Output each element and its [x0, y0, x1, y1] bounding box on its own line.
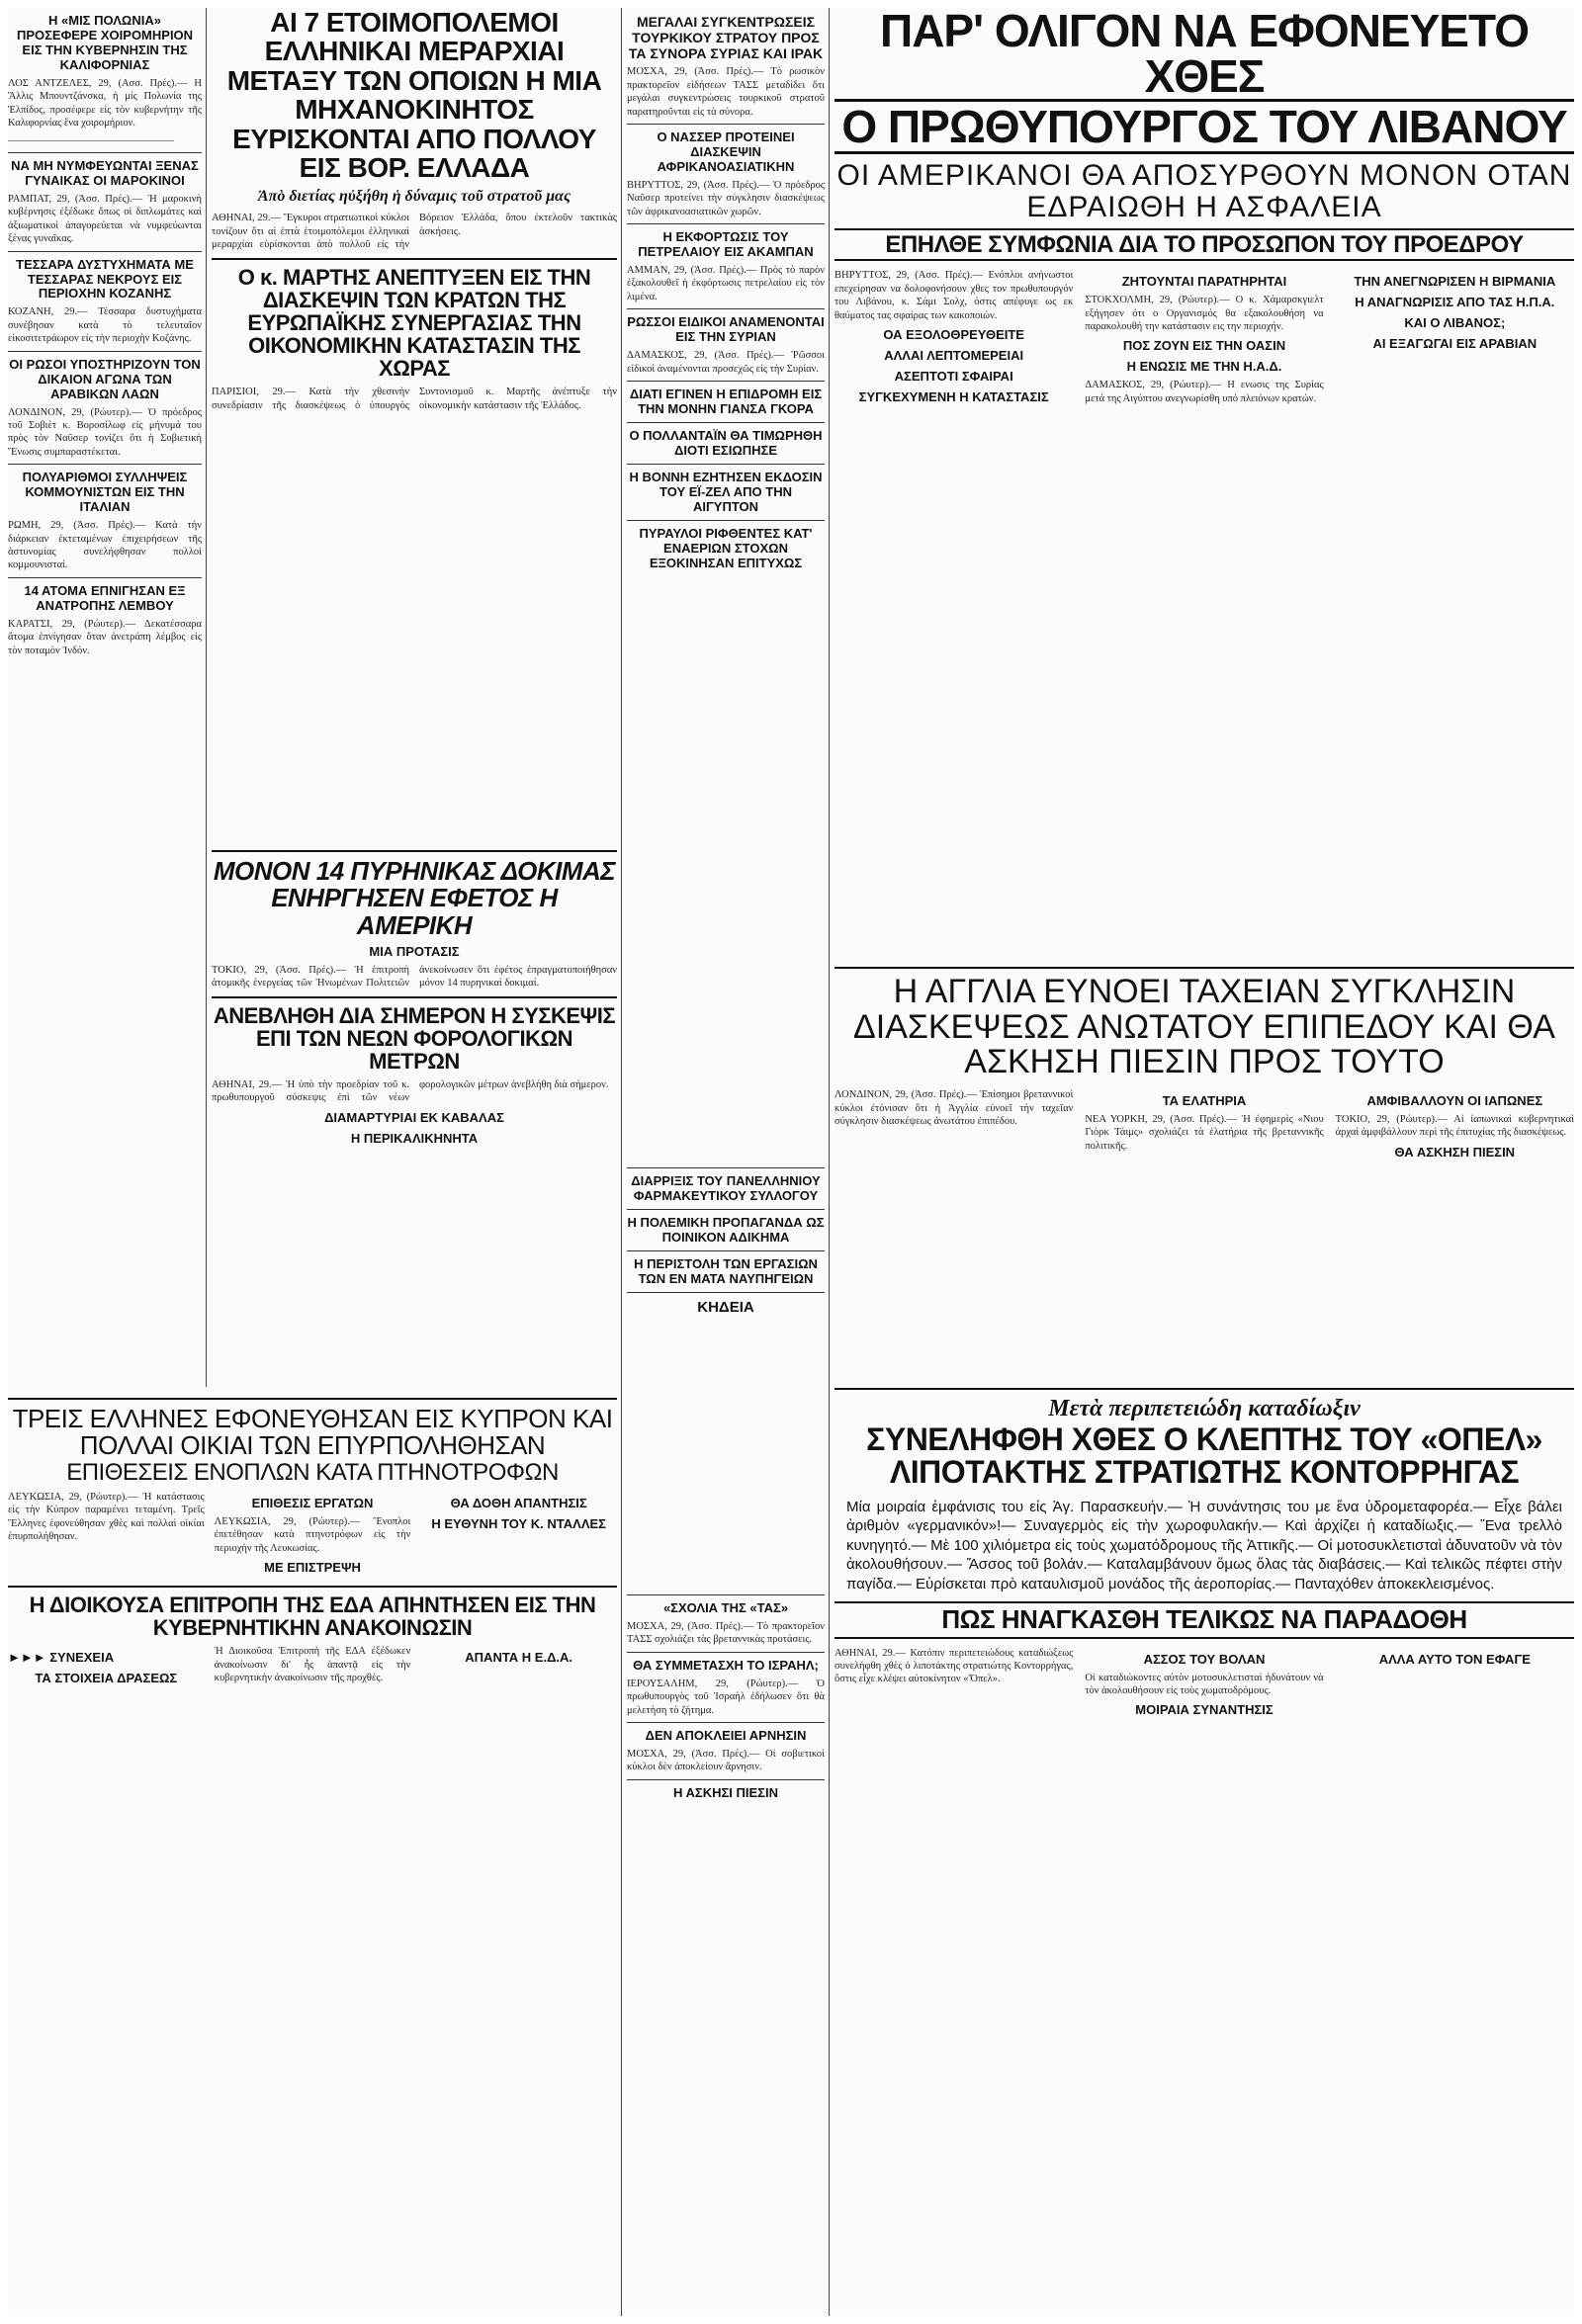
- divider: [627, 520, 825, 521]
- headline-symfonia: ΕΠΗΛΘΕ ΣΥΜΦΩΝΙΑ ΔΙΑ ΤΟ ΠΡΟΣΩΠΟΝ ΤΟΥ ΠΡΟΕΔΡΟΥ: [835, 228, 1574, 261]
- column-rule: [621, 8, 622, 2316]
- anglia-story: [835, 961, 1574, 1376]
- headline-paradothi: ΠΩΣ ΗΝΑΓΚΑΣΘΗ ΤΕΛΙΚΩΣ ΝΑ ΠΑΡΑΔΟΘΗ: [835, 1601, 1574, 1638]
- column-rule: [206, 8, 207, 1387]
- divider: [835, 967, 1574, 969]
- section-mia-protasis: ΜΙΑ ΠΡΟΤΑΣΙΣ: [369, 943, 460, 959]
- divider: [627, 1209, 825, 1210]
- headline-askisi: Η ΑΣΚΗΣΙ ΠΙΕΣΙΝ: [673, 1784, 778, 1800]
- kypros-story: [8, 1392, 617, 2316]
- headline-amerikanoi: ΟΙ ΑΜΕΡΙΚΑΝΟΙ ΘΑ ΑΠΟΣΥΡΘΟΥΝ ΜΟΝΟΝ ΟΤΑΝ ΕΔΡΑΙΩΘΗ Η ΑΣΦΑΛΕΙΑ: [836, 159, 1572, 223]
- article-text: Οἱ καταδιώκοντες αὐτὸν μοτοσυκλετισταὶ ἠδυνάτουν νὰ τὸν ἀκολουθήσουν εἰς τοὺς χωματοδρόμους.: [1085, 1672, 1324, 1696]
- article-text: ΑΜΜΑΝ, 29, (Ἀσσ. Πρές).— Πρὸς τὸ παρὸν ἐξακολουθεῖ ἡ ἐκφόρτωσις πετρελαίου εἰς τὸν λιμένα.: [627, 265, 825, 302]
- article-text: ΜΟΣΧΑ, 29, (Ἀσσ. Πρές).— Οἱ σοβιετικοὶ κύκλοι δὲν ἀποκλείουν ἄρνησιν.: [627, 1749, 825, 1773]
- column-rule: [829, 8, 830, 2316]
- divider: [627, 1722, 825, 1723]
- divider: [212, 996, 617, 998]
- section-epithesis: ΕΠΙΘΕΣΙΣ ΕΡΓΑΤΩΝ: [251, 1495, 374, 1510]
- divider: [627, 124, 825, 125]
- headline-anglia: Η ΑΓΓΛΙΑ ΕΥΝΟΕΙ ΤΑΧΕΙΑΝ ΣΥΓΚΛΗΣΙΝ ΔΙΑΣΚΕΨΕΩΣ ΑΝΩΤΑΤΟΥ ΕΠΙΠΕΔΟΥ ΚΑΙ ΘΑ ΑΣΚΗΣΗ ΠΙΕΣΙΝ ΠΡΟΣ ΤΟΥΤΟ: [853, 973, 1555, 1081]
- divider: [627, 1292, 825, 1293]
- article-text: ΤΟΚΙΟ, 29, (Ἀσσ. Πρές).— Ἡ ἐπιτροπὴ ἀτομικῆς ἐνεργείας τῶν Ἡνωμένων Πολιτειῶν ἀνεκοίνωσεν ὅτι ἐφέτος ἐπραγματοποιήθησαν μόνον 14 πυρηνικαὶ δοκιμαί.: [212, 964, 617, 990]
- newspaper-page: [8, 8, 1574, 2316]
- article-text: ΚΑΡΑΤΣΙ, 29, (Ρώυτερ).— Δεκατέσσαρα ἄτομα ἐπνίγησαν ὅταν ἀνετράπη λέμβος εἰς τὸν ποταμὸν Ἰνδόν.: [8, 618, 202, 656]
- section-epistrepsi: ΜΕ ΕΠΙΣΤΡΕΨΗ: [264, 1560, 361, 1576]
- article-text: Ἡ Διοικοῦσα Ἐπιτροπὴ τῆς ΕΔΑ ἐξέδωκεν ἀνακοίνωσιν δι' ἧς ἀπαντᾷ εἰς τὴν κυβερνητικὴν ἀνακοίνωσιν τῆς προχθές.: [214, 1646, 411, 1684]
- article-text: ΑΘΗΝΑΙ, 29.— Ἔγκυροι στρατιωτικοὶ κύκλοι τονίζουν ὅτι αἱ ἑπτὰ ἑτοιμοπόλεμοι ἑλληνικαὶ μεραρχίαι εὑρίσκονται ἀπὸ πολλοῦ εἰς τὴν Βόρειον Ἑλλάδα, ὅπου ἐκτελοῦν τακτικὰς ἀσκήσεις.: [212, 213, 617, 251]
- headline-rossoi-eidikoi: ΡΩΣΣΟΙ ΕΙΔΙΚΟΙ ΑΝΑΜΕΝΟΝΤΑΙ ΕΙΣ ΤΗΝ ΣΥΡΙΑΝ: [627, 314, 825, 345]
- article-text: ΡΑΜΠΑΤ, 29, (Ἀσσ. Πρές).— Ἡ μαροκινὴ κυβέρνησις ἐξέδωκε ὅπως οἱ διπλωμάτες καὶ ἀξιωματικοὶ ἀπαγορεύεται νὰ νυμφεύωνται ξένας γυναῖκας.: [8, 193, 202, 245]
- article-text: ΛΟΣ ΑΝΤΖΕΛΕΣ, 29, (Ασσ. Πρές).— Η Ἄλλις Μπουντζάνσκα, ἡ μίς Πολωνία της Ἐλπίδος, προσέφερε εἰς τὸν κυβερνήτην τῆς Καλιφορνίας ἕνα χοιρομήριον.: [8, 77, 202, 129]
- section-apantisis: ΘΑ ΔΟΘΗ ΑΠΑΝΤΗΣΙΣ: [450, 1495, 587, 1510]
- headline-israil: ΘΑ ΣΥΜΜΕΤΑΣΧΗ ΤΟ ΙΣΡΑΗΛ;: [633, 1657, 819, 1673]
- section-iapones: ΑΜΦΙΒΑΛΛΟΥΝ ΟΙ ΙΑΠΩΝΕΣ: [1366, 1093, 1543, 1109]
- article-text: ΚΟΖΑΝΗ, 29.— Τέσσαρα δυστυχήματα συνέβησαν κατὰ τὸ τελευταῖον εἰκοσιτετράωρον εἰς τὴν περιοχὴν Κοζάνης.: [8, 306, 202, 345]
- headline-prothypourgos: Ο ΠΡΩΘΥΠΟΥΡΓΟΣ ΤΟΥ ΛΙΒΑΝΟΥ: [835, 99, 1574, 154]
- article-text: ΛΟΝΔΙΝΟΝ, 29, (Ρώυτερ).— Ὁ πρόεδρος τοῦ Σοβιὲτ κ. Βοροσίλωφ εἰς μήνυμά του πρὸς τὸν Ναῦσερ τονίζει ὅτι ἡ Σοβιετικὴ Ἕνωσις συμπαραστέκεται.: [8, 406, 202, 458]
- section-katastasis: ΣΥΓΚΕΧΥΜΕΝΗ Η ΚΑΤΑΣΤΑΣΙΣ: [858, 388, 1049, 404]
- top-right-story: [835, 8, 1574, 957]
- section-exagogai: ΑΙ ΕΞΑΓΩΓΑΙ ΕΙΣ ΑΡΑΒΙΑΝ: [1372, 336, 1538, 351]
- divider: [8, 577, 202, 578]
- article-text: ΣΤΟΚΧΟΛΜΗ, 29, (Ρώυτερ).— Ο κ. Χάμαρσκγιελτ εξήγησεν ότι ο Οργανισμός θα εξακολουθήση να παρακολουθή την κατάστασιν εις την περιοχήν.: [1085, 295, 1324, 332]
- section-kavala: ΔΙΑΜΑΡΤΥΡΙΑΙ ΕΚ ΚΑΒΑΛΑΣ: [324, 1109, 504, 1125]
- divider: [8, 1586, 617, 1588]
- section-apanta-eda: ΑΠΑΝΤΑ Η Ε.Δ.Α.: [465, 1650, 573, 1666]
- article-text: ΜΟΣΧΑ, 29, (Ἀσσ. Πρές).— Τὸ πρακτορεῖον ΤΑΣΣ σχολιάζει τὰς βρεταννικὰς προτάσεις.: [627, 1620, 825, 1646]
- headline-eda: Η ΔΙΟΙΚΟΥΣΑ ΕΠΙΤΡΟΠΗ ΤΗΣ ΕΔΑ ΑΠΗΝΤΗΣΕΝ ΕΙΣ ΤΗΝ ΚΥΒΕΡΝΗΤΙΚΗΝ ΑΝΑΚΟΙΝΩΣΙΝ: [29, 1592, 596, 1641]
- headline-martis: Ο κ. ΜΑΡΤΗΣ ΑΝΕΠΤΥΞΕΝ ΕΙΣ ΤΗΝ ΔΙΑΣΚΕΨΙΝ ΤΩΝ ΚΡΑΤΩΝ ΤΗΣ ΕΥΡΩΠΑΪΚΗΣ ΣΥΝΕΡΓΑΣΙΑΣ ΤΗΝ ΟΙΚΟΝΟΜΙΚΗΝ ΚΑΤΑΣΤΑΣΙΝ ΤΗΣ ΧΩΡΑΣ: [237, 264, 591, 382]
- section-exolothreutheite: ΟΑ ΕΞΟΛΟΘΡΕΥΘΕΙΤΕ: [883, 326, 1024, 342]
- divider: [627, 1167, 825, 1168]
- section-assos: ΑΣΣΟΣ ΤΟΥ ΒΟΛΑΝ: [1143, 1651, 1266, 1667]
- headline-par-oligon: ΠΑΡ' ΟΛΙΓΟΝ ΝΑ ΕΦΟΝΕΥΕΤΟ ΧΘΕΣ: [879, 8, 1530, 102]
- article-text: ΙΕΡΟΥΣΑΛΗΜ, 29, (Ρώυτερ).— Ὁ πρωθυπουργὸς τοῦ Ἰσραὴλ ἐδήλωσεν ὅτι θὰ μελετήση τὸ ζήτημα.: [627, 1678, 825, 1716]
- column-3-extra: [627, 1590, 825, 2301]
- section-synexeia: ►►► ΣΥΝΕΧΕΙΑ: [8, 1650, 115, 1666]
- divider: [627, 464, 825, 465]
- headline-tourkikos-stratos: ΜΕΓΑΛΑΙ ΣΥΓΚΕΝΤΡΩΣΕΙΣ ΤΟΥΡΚΙΚΟΥ ΣΤΡΑΤΟΥ ΠΡΟΣ ΤΑ ΣΥΝΟΡΑ ΣΥΡΙΑΣ ΚΑΙ ΙΡΑΚ: [628, 14, 824, 62]
- headline-forologika-metra: ΑΝΕΒΛΗΘΗ ΔΙΑ ΣΗΜΕΡΟΝ Η ΣΥΣΚΕΨΙΣ ΕΠΙ ΤΩΝ ΝΕΩΝ ΦΟΡΟΛΟΓΙΚΩΝ ΜΕΤΡΩΝ: [213, 1002, 616, 1074]
- section-perikalikinita: Η ΠΕΡΙΚΑΛΙΚΗΝΗΤΑ: [350, 1130, 479, 1146]
- headline-lemvos: 14 ΑΤΟΜΑ ΕΠΝΙΓΗΣΑΝ ΕΞ ΑΝΑΤΡΟΠΗΣ ΛΕΜΒΟΥ: [24, 582, 186, 613]
- headline-mis-polonia: Η «ΜΙΣ ΠΟΛΩΝΙΑ» ΠΡΟΣΕΦΕΡΕ ΧΟΙΡΟΜΗΡΙΟΝ ΕΙΣ ΤΗΝ ΚΥΒΕΡΝΗΣΙΝ ΤΗΣ ΚΑΛΙΦΟΡΝΙΑΣ: [16, 13, 194, 72]
- divider: [627, 1652, 825, 1653]
- headline-moni-gianska: ΔΙΑΤΙ ΕΓΙΝΕΝ Η ΕΠΙΔΡΟΜΗ ΕΙΣ ΤΗΝ ΜΟΝΗΝ ΓΙΑΝΣΑ ΓΚΟΡΑ: [629, 387, 823, 417]
- divider: [8, 1398, 617, 1400]
- headline-akampan: Η ΕΚΦΟΡΤΩΣΙΣ ΤΟΥ ΠΕΤΡΕΛΑΙΟΥ ΕΙΣ ΑΚΑΜΠΑΝ: [638, 229, 814, 260]
- divider: [8, 152, 202, 153]
- headline-nasser: Ο ΝΑΣΣΕΡ ΠΡΟΤΕΙΝΕΙ ΔΙΑΣΚΕΨΙΝ ΑΦΡΙΚΑΝΟΑΣΙΑΤΙΚΗΝ: [657, 129, 795, 174]
- article-text: ΑΘΗΝΑΙ, 29.— Ἡ ὑπὸ τὴν προεδρίαν τοῦ κ. πρωθυπουργοῦ σύσκεψις ἐπὶ τῶν νέων φορολογικῶν μέτρων ἀνεβλήθη διὰ σήμερον.: [212, 1078, 609, 1104]
- column-3: [627, 8, 825, 1155]
- lead-paragraph: Μία μοιραία ἐμφάνισις του εἰς Ἁγ. Παρασκευήν.— Ἡ συνάντησις του με ἕνα ὑδρομεταφορέα.— Εἶχε βάλει ἀριθμὸν «γερμανικόν»!— Συναγερμὸς εἰς τὴν χωροφυλακήν.— Καὶ ἀρχίζει ἡ καταδίωξις.— Ἕνα τρελλὸ κυνηγητό.— Μὲ 100 χιλιόμετρα εἰς τοὺς χωματόδρομους τῆς Ἀττικῆς.— Οἱ μοτοσυκλετισταὶ ἀδυνατοῦν νὰ τὸν ἀκολουθήσουν.— Ἄσσος τοῦ βολάν.— Καταλαμβάνουν ὅμως ὅλας τὰς διαβάσεις.— Καὶ τελικῶς πέφτει στὴν παγίδα.— Εὑρίσκεται πρὸ καταυλισμοῦ μονάδος τῆς ἀεροπορίας.— Πανταχόθεν ἀποκεκλεισμένος.: [846, 1498, 1562, 1592]
- divider: [8, 351, 202, 352]
- section-virmania: ΤΗΝ ΑΝΕΓΝΩΡΙΣΕΝ Η ΒΙΡΜΑΝΙΑ: [1354, 274, 1556, 290]
- headline-arnisi: ΔΕΝ ΑΠΟΚΛΕΙΕΙ ΑΡΝΗΣΙΝ: [645, 1728, 807, 1744]
- divider: [627, 381, 825, 382]
- headline-kideia: ΚΗΔΕΙΑ: [697, 1298, 754, 1316]
- headline-italia: ΠΟΛΥΑΡΙΘΜΟΙ ΣΥΛΛΗΨΕΙΣ ΚΟΜΜΟΥΝΙΣΤΩΝ ΕΙΣ ΤΗΝ ΙΤΑΛΙΑΝ: [22, 470, 188, 515]
- divider: [835, 1388, 1574, 1390]
- headline-pyrinikes-dokimes: ΜΟΝΟΝ 14 ΠΥΡΗΝΙΚΑΣ ΔΟΚΙΜΑΣ ΕΝΗΡΓΗΣΕΝ ΕΦΕΤΟΣ Η ΑΜΕΡΙΚΗ: [213, 856, 616, 940]
- article-text: ΔΑΜΑΣΚΟΣ, 29, (Ἀσσ. Πρές).— Ῥῶσσοι εἰδικοὶ ἀναμένονται προσεχῶς εἰς τὴν Συρίαν.: [627, 350, 825, 375]
- article-text: ΡΩΜΗ, 29, (Ἀσσ. Πρές).— Κατὰ τὴν διάρκειαν ἐκτεταμένων ἐπιχειρήσεων τῆς ἀστυνομίας συνελήφθησαν πολλοὶ κομμουνισταί.: [8, 520, 202, 571]
- section-ntalles: Η ΕΥΘΥΝΗ ΤΟΥ Κ. ΝΤΑΛΛΕΣ: [431, 1515, 606, 1531]
- section-elatiria: ΤΑ ΕΛΑΤΗΡΙΑ: [1162, 1093, 1247, 1109]
- column-2-lower: [212, 844, 617, 1383]
- section-ipa: Η ΑΝΑΓΝΩΡΙΣΙΣ ΑΠΟ ΤΑΣ Η.Π.Α.: [1355, 295, 1555, 310]
- headline-pollantain: Ο ΠΟΛΛΑΝΤΑΪΝ ΘΑ ΤΙΜΩΡΗΘΗ ΔΙΟΤΙ ΕΣΙΩΠΗΣΕ: [629, 427, 823, 458]
- section-efage: ΑΛΛΑ ΑΥΤΟ ΤΟΝ ΕΦΑΓΕ: [1378, 1651, 1531, 1667]
- section-stoixeia: ΤΑ ΣΤΟΙΧΕΙΑ ΔΡΑΣΕΩΣ: [35, 1671, 178, 1686]
- divider: [8, 464, 202, 465]
- headline-naupigeia: Η ΠΕΡΙΣΤΟΛΗ ΤΩΝ ΕΡΓΑΣΙΩΝ ΤΩΝ ΕΝ ΜΑΤΑ ΝΑΥΠΗΓΕΙΩΝ: [634, 1255, 818, 1286]
- headline-ptinotrofoi: ΕΠΙΘΕΣΕΙΣ ΕΝΟΠΛΩΝ ΚΑΤΑ ΠΤΗΝΟΤΡΟΦΩΝ: [66, 1458, 559, 1486]
- divider: [627, 1250, 825, 1251]
- headline-tass: «ΣΧΟΛΙΑ ΤΗΣ «ΤΑΣ»: [662, 1600, 789, 1615]
- headline-kypros: ΤΡΕΙΣ ΕΛΛΗΝΕΣ ΕΦΟΝΕΥΘΗΣΑΝ ΕΙΣ ΚΥΠΡΟΝ ΚΑΙ ΠΟΛΛΑΙ ΟΙΚΙΑΙ ΤΩΝ ΕΠΥΡΠΟΛΗΘΗΣΑΝ: [12, 1404, 613, 1461]
- headline-vonni: Η ΒΟΝΝΗ ΕΖΗΤΗΣΕΝ ΕΚΔΟΣΙΝ ΤΟΥ ΕΪ-ΖΕΛ ΑΠΟ ΤΗΝ ΑΙΓΥΠΤΟΝ: [629, 469, 823, 514]
- headline-farmakeftikos: ΔΙΑΡΡΙΞΙΣ ΤΟΥ ΠΑΝΕΛΛΗΝΙΟΥ ΦΑΡΜΑΚΕΥΤΙΚΟΥ ΣΥΛΛΟΓΟΥ: [631, 1173, 821, 1203]
- article-text: ΠΑΡΙΣΙΟΙ, 29.— Κατὰ τὴν χθεσινὴν συνεδρίασιν τῆς διασκέψεως ὁ ὑπουργὸς Συντονισμοῦ κ. Μαρτῆς ἀνέπτυξε τὴν οἰκονομικὴν κατάστασιν τῆς Ἑλλάδος.: [212, 387, 617, 411]
- article-text: ΛΟΝΔΙΝΟΝ, 29, (Ἀσσ. Πρές).— Ἐπίσημοι βρεταννικοὶ κύκλοι ἐτόνισαν ὅτι ἡ Ἀγγλία εὐνοεῖ τὴν ταχεῖαν σύγκλησιν διασκέψεως ἀνωτάτου ἐπιπέδου.: [835, 1089, 1074, 1127]
- article-text: ΛΕΥΚΩΣΙΑ, 29, (Ρώυτερ).— Ἔνοπλοι ἐπετέθησαν κατὰ πτηνοτρόφων εἰς τὴν περιοχὴν τῆς Λευκωσίας.: [214, 1515, 411, 1554]
- divider: [627, 1779, 825, 1780]
- headline-kozani: ΤΕΣΣΑΡΑ ΔΥΣΤΥΧΗΜΑΤΑ ΜΕ ΤΕΣΣΑΡΑΣ ΝΕΚΡΟΥΣ ΕΙΣ ΠΕΡΙΟΧΗΝ ΚΟΖΑΝΗΣ: [16, 256, 194, 301]
- arrow-icon: ►►►: [8, 1650, 46, 1666]
- article-filler: ————————————————: [8, 134, 174, 146]
- divider: [627, 308, 825, 309]
- divider: [627, 223, 825, 224]
- section-leptomereiai: ΑΛΛΑΙ ΛΕΠΤΟΜΕΡΕΙΑΙ: [884, 347, 1024, 363]
- article-text: ΛΕΥΚΩΣΙΑ, 29, (Ρώυτερ).— Ἡ κατάστασις εἰς τὴν Κύπρον παραμένει τεταμένη. Τρεῖς Ἕλληνες ἐφονεύθησαν χθὲς καὶ πολλαὶ οἰκίαι ἐπυρπολήθησαν.: [8, 1491, 205, 1543]
- kicker-katadioxis: Μετὰ περιπετειώδη καταδίωξιν: [1048, 1396, 1361, 1421]
- divider: [212, 258, 617, 260]
- section-moiraia: ΜΟΙΡΑΙΑ ΣΥΝΑΝΤΗΣΙΣ: [1135, 1702, 1274, 1718]
- divider: [627, 1594, 825, 1595]
- section-sfairai: ΑΣΕΠΤΟΤΙ ΣΦΑΙΡΑΙ: [894, 368, 1013, 384]
- section-livanos: ΚΑΙ Ο ΛΙΒΑΝΟΣ;: [1404, 315, 1506, 331]
- article-text: ΤΟΚΙΟ, 29, (Ρώυτερ).— Αἱ ἰαπωνικαὶ κυβερνητικαὶ ἀρχαὶ ἀμφιβάλλουν περὶ τῆς ἐπιτυχίας τῆς διασκέψεως.: [1335, 1114, 1574, 1139]
- kontorrigas-story: [835, 1382, 1574, 2316]
- divider: [627, 422, 825, 423]
- headline-pyrauloi: ΠΥΡΑΥΛΟΙ ΡΙΦΘΕΝΤΕΣ ΚΑΤ' ΕΝΑΕΡΙΩΝ ΣΤΟΧΩΝ ΕΞΟΚΙΝΗΣΑΝ ΕΠΙΤΥΧΩΣ: [639, 525, 813, 570]
- article-text: ΜΟΣΧΑ, 29, (Ἀσσ. Πρές).— Τὸ ρωσικὸν πρακτορεῖον εἰδήσεων ΤΑΣΣ μεταδίδει ὅτι μεγάλαι συγκεντρώσεις τουρκικοῦ στρατοῦ παρατηροῦνται εἰς τὰ σύνορα.: [627, 66, 825, 118]
- headline-merarxiai: ΑΙ 7 ΕΤΟΙΜΟΠΟΛΕΜΟΙ ΕΛΛΗΝΙΚΑΙ ΜΕΡΑΡΧΙΑΙ ΜΕΤΑΞΥ ΤΩΝ ΟΠΟΙΩΝ Η ΜΙΑ ΜΗΧΑΝΟΚΙΝΗΤΟΣ ΕΥΡΙΣΚΟΝΤΑΙ ΑΠΟ ΠΟΛΛΟΥ ΕΙΣ ΒΟΡ. ΕΛΛΑΔΑ: [226, 8, 602, 183]
- subheadline-dynamis: Ἀπὸ διετίας ηὐξήθη ἡ δύναμις τοῦ στρατοῦ μας: [257, 188, 571, 206]
- article-text: ΑΘΗΝΑΙ, 29.— Κατόπιν περιπετειώδους καταδιώξεως συνελήφθη χθὲς ὁ λιποτάκτης στρατιώτης Κοντορρήγας, ὅστις εἶχε κλέψει αὐτοκίνητον «Ὄπελ».: [835, 1647, 1074, 1685]
- article-text: ΒΗΡΥΤΤΟΣ, 29, (Ἀσσ. Πρές).— Ὁ πρόεδρος Ναῦσερ προτείνει τὴν σύγκλησιν διασκέψεως τῶν ἀφρικανοασιατικῶν χωρῶν.: [627, 179, 825, 217]
- headline-marokinoi: ΝΑ ΜΗ ΝΥΜΦΕΥΩΝΤΑΙ ΞΕΝΑΣ ΓΥΝΑΙΚΑΣ ΟΙ ΜΑΡΟΚΙΝΟΙ: [11, 157, 199, 188]
- column-1: [8, 8, 202, 1387]
- headline-propaganda: Η ΠΟΛΕΜΙΚΗ ΠΡΟΠΑΓΑΝΔΑ ΩΣ ΠΟΙΝΙΚΟΝ ΑΔΙΚΗΜΑ: [627, 1214, 825, 1245]
- section-oasis: ΠΟΣ ΖΟΥΝ ΕΙΣ ΤΗΝ ΟΑΣΙΝ: [1122, 338, 1286, 354]
- article-text: ΝΕΑ ΥΟΡΚΗ, 29, (Ἀσσ. Πρές).— Ἡ ἐφημερὶς «Νιου Γιὸρκ Τάιμς» σχολιάζει τὰ ἐλατήρια τῆς βρεταννικῆς πολιτικῆς.: [1085, 1114, 1324, 1152]
- divider: [212, 850, 617, 852]
- section-piesis: ΘΑ ΑΣΚΗΣΗ ΠΙΕΣΙΝ: [1394, 1144, 1516, 1160]
- article-text: ΔΑΜΑΣΚΟΣ, 29, (Ρώυτερ).— Η ενωσις της Συρίας μετά της Αιγύπτου ανεγνωρίσθη υπό πλειόνων κρατών.: [1085, 380, 1324, 404]
- article-text: ΒΗΡΥΤΤΟΣ, 29, (Ασσ. Πρές).— Ενόπλοι ανήνωστοι επεχείρησαν να δολοφονήσουν χθες τον πρωθυπουργόν του Λιβάνου, κ. Σάμι Σολχ, όστις απέφυγε ως εκ θαύματος τας σφαίρας των κακοποιών.: [835, 270, 1074, 321]
- headline-kontorrigas: ΣΥΝΕΛΗΦΘΗ ΧΘΕΣ Ο ΚΛΕΠΤΗΣ ΤΟΥ «ΟΠΕΛ» ΛΙΠΟΤΑΚΤΗΣ ΣΤΡΑΤΙΩΤΗΣ ΚΟΝΤΟΡΡΗΓΑΣ: [866, 1420, 1542, 1491]
- section-paratiritai: ΖΗΤΟΥΝΤΑΙ ΠΑΡΑΤΗΡΗΤΑΙ: [1121, 274, 1287, 290]
- headline-rossoi-arabes: ΟΙ ΡΩΣΟΙ ΥΠΟΣΤΗΡΙΖΟΥΝ ΤΟΝ ΔΙΚΑΙΟΝ ΑΓΩΝΑ ΤΩΝ ΑΡΑΒΙΚΩΝ ΛΑΩΝ: [9, 356, 201, 401]
- divider: [8, 251, 202, 252]
- section-enosis: Η ΕΝΩΣΙΣ ΜΕ ΤΗΝ Η.Α.Δ.: [1126, 359, 1282, 375]
- column-2: [212, 8, 617, 838]
